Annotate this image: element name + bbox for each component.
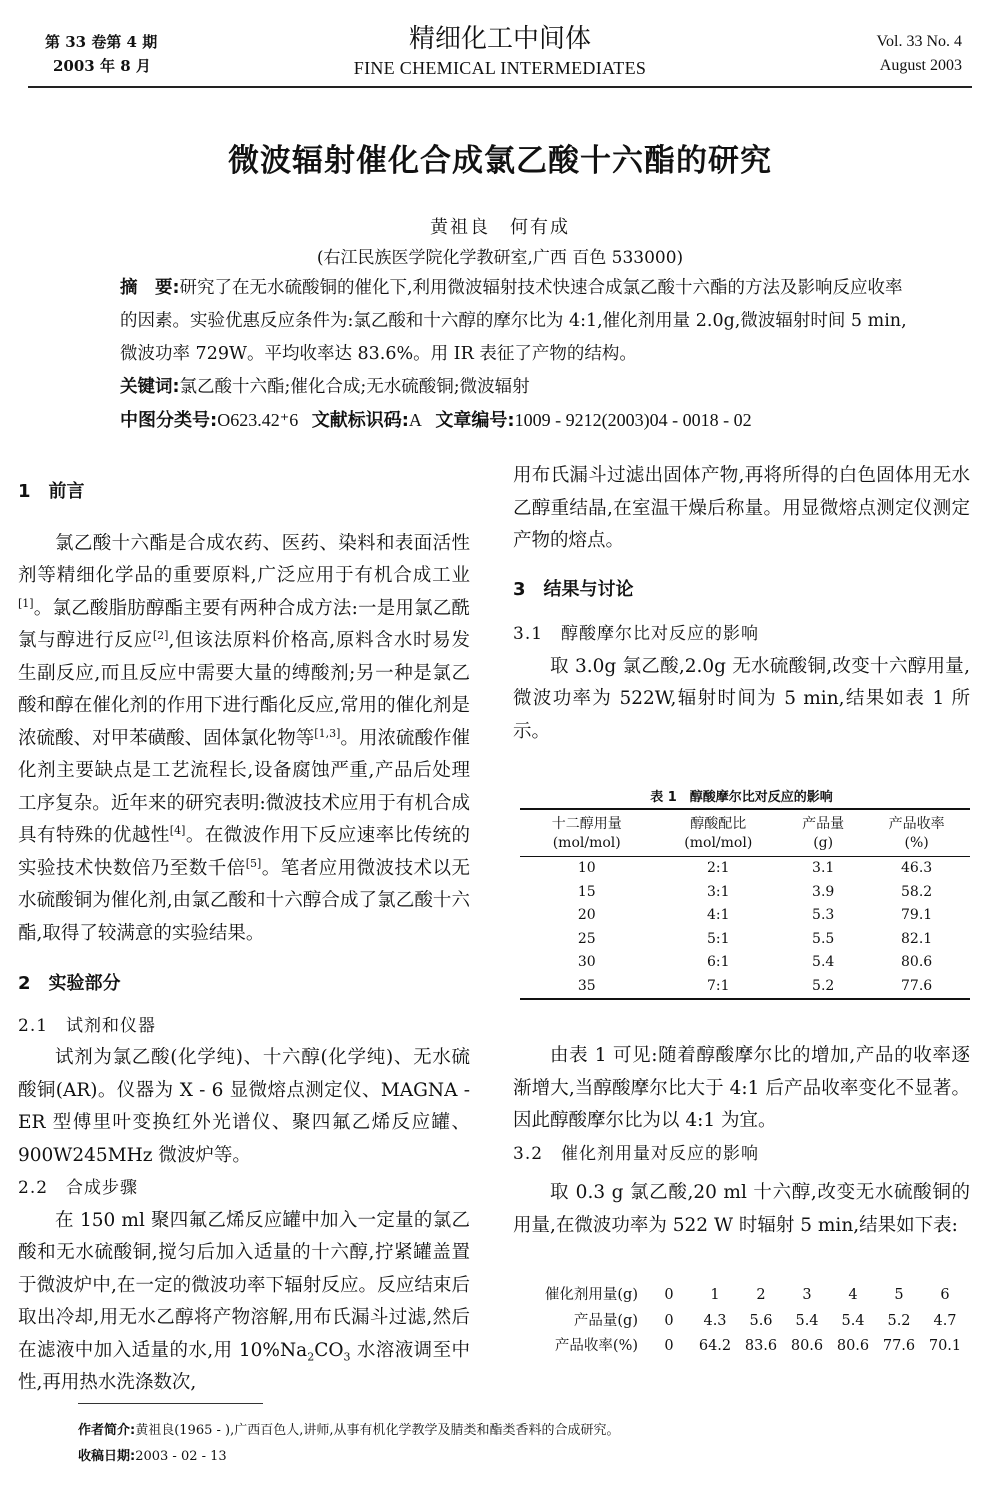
table-cell: 64.2 (698, 1338, 732, 1354)
table-1-header-row (520, 809, 970, 834)
citation-5[interactable]: [5] (245, 856, 262, 870)
table-cell: 4.7 (933, 1312, 957, 1329)
affiliation: (右江民族医学院化学教研室,广西 百色 533000) (316, 248, 684, 268)
intro-text-2: 。氯乙酸脂肪醇酯主要有两种合成方法:一是用氯乙酰氯与醇进行反应 (18, 597, 470, 651)
section-2-1-heading: 2.1 试剂和仪器 (18, 1015, 157, 1036)
table-1-unit: (%) (863, 834, 970, 857)
table-cell: 5.6 (749, 1312, 773, 1329)
doc-code-value: A (408, 410, 422, 430)
row-label: 催化剂用量(g) (544, 1287, 638, 1303)
table-cell: 20 (577, 907, 596, 923)
synthesis-continued: 用布氏漏斗过滤出固体产物,再将所得的白色固体用无水乙醇重结晶,在室温干燥后称量。用显微熔点测定仪测定产物的熔点。 (513, 465, 970, 551)
table-cell: 5.3 (812, 907, 835, 923)
table-1-header: 醇酸配比 (653, 809, 783, 834)
abstract-block (78, 272, 918, 437)
authors: 黄祖良 何有成 (430, 217, 570, 238)
right-column-top (513, 460, 970, 748)
table-cell: 10 (577, 860, 596, 876)
table-2 (528, 1283, 968, 1360)
table-cell: 5:1 (707, 930, 730, 947)
journal-name-cn: 精细化工中间体 (408, 24, 591, 54)
keywords (78, 371, 918, 404)
table-row (528, 1309, 968, 1335)
table-cell: 46.3 (901, 860, 933, 876)
ratio-paragraph: 取 3.0g 氯乙酸,2.0g 无水硫酸铜,改变十六醇用量,微波功率为 522W,辐射时间为 5 min,结果如表 1 所示。 (513, 655, 970, 742)
synthesis-text-1: 在 150 ml 聚四氟乙烯反应罐中加入一定量的氯乙酸和无水硫酸铜,搅匀后加入适量的十六醇,拧紧罐盖置于微波炉中,在一定的微波功率下辐射反应。反应结束后取出冷却,用无水乙醇将产物溶解,用布氏漏斗过滤,然后在滤液中加入适量的水,用 10%Na (18, 1209, 470, 1361)
catalyst-paragraph: 取 0.3 g 氯乙酸,20 ml 十六醇,改变无水硫酸铜的用量,在微波功率为 522 W 时辐射 5 min,结果如下表: (513, 1182, 970, 1236)
abstract-label: 摘 要: (120, 278, 180, 298)
table-cell: 2 (756, 1287, 766, 1303)
table-cell: 80.6 (790, 1338, 824, 1354)
table-cell: 25 (577, 930, 596, 947)
table-1-units-row (520, 834, 970, 857)
footnote (78, 1418, 620, 1470)
abstract-text: 研究了在无水硫酸铜的催化下,利用微波辐射技术快速合成氯乙酸十六酯的方法及影响反应收率的因素。实验优惠反应条件为:氯乙酸和十六醇的摩尔比为 4:1,催化剂用量 2.0g,微波辐射时间 5 min,微波功率 729W。平均收率达 83.6%。用 IR 表征了产物的结构。 (120, 278, 907, 364)
table-cell: 3.9 (812, 883, 835, 900)
citation-1[interactable]: [1] (18, 596, 34, 610)
synthesis-text-2: CO (314, 1339, 344, 1361)
date-cn: 2003 年 8 月 (53, 57, 151, 75)
abstract (78, 272, 918, 371)
journal-issue-en (877, 30, 963, 78)
table-row (528, 1334, 968, 1360)
table-cell: 80.6 (901, 954, 933, 970)
table-cell: 79.1 (901, 907, 933, 923)
section-2-2-heading: 2.2 合成步骤 (18, 1178, 139, 1198)
table-cell: 30 (577, 954, 596, 970)
table-cell: 0 (664, 1287, 674, 1303)
table-row (528, 1283, 968, 1309)
table-cell: 1 (710, 1287, 720, 1303)
table-cell: 4.3 (703, 1312, 727, 1329)
reagents-paragraph: 试剂为氯乙酸(化学纯)、十六醇(化学纯)、无水硫酸铜(AR)。仪器为 X - 6 显微熔点测定仪、MAGNA - ER 型傅里叶变换红外光谱仪、聚四氟乙烯反应罐、900W245MHz 微波炉等。 (18, 1047, 470, 1166)
table-cell: 77.6 (863, 975, 970, 1000)
subscript-3: 3 (343, 1350, 351, 1364)
intro-text-6: 。笔者应用微波技术以无水硫酸铜为催化剂,由氯乙酸和十六醇合成了氯乙酸十六酯,取得了较满意的实验结果。 (18, 857, 470, 944)
received-date-label: 收稿日期: (78, 1449, 136, 1464)
left-column (18, 476, 470, 1400)
table-cell: 5.2 (783, 975, 863, 1000)
author-note-label: 作者简介: (78, 1423, 136, 1438)
section-2-heading: 2 实验部分 (18, 973, 121, 994)
table-cell: 7:1 (653, 975, 783, 1000)
intro-text-4: 。用浓硫酸作催化剂主要缺点是工艺流程长,设备腐蚀严重,产品后处理工序复杂。近年来的研究表明:微波技术应用于有机合成具有特殊的优越性 (18, 727, 470, 846)
table-cell: 15 (577, 883, 596, 900)
table-cell: 70.1 (928, 1338, 962, 1354)
table-cell: 0 (664, 1338, 674, 1354)
section-1-heading: 1 前言 (18, 481, 85, 502)
class-value: O623.42⁺6 (217, 410, 299, 430)
synthesis-paragraph (18, 1205, 470, 1400)
intro-text-3: ,但该法原料价格高,原料含水时易发生副反应,而且反应中需要大量的缚酸剂;另一种是氯乙酸和醇在催化剂的作用下进行酯化反应,常用的催化剂是浓硫酸、对甲苯磺酸、固体氯化物等 (18, 630, 470, 749)
section-3-heading: 3 结果与讨论 (513, 578, 634, 600)
table-cell: 82.1 (901, 930, 933, 947)
received-date (78, 1444, 620, 1470)
table-cell: 5.4 (795, 1312, 819, 1329)
table-1-unit: (mol/mol) (520, 834, 653, 857)
citation-1-3[interactable]: [1,3] (314, 726, 341, 740)
journal-name (0, 22, 1000, 80)
table-cell: 5 (894, 1287, 904, 1303)
table-cell: 58.2 (901, 883, 933, 900)
keywords-text: 氯乙酸十六酯;催化合成;无水硫酸铜;微波辐射 (179, 377, 530, 397)
row-label: 产品量(g) (573, 1312, 638, 1329)
citation-2[interactable]: [2] (152, 628, 169, 642)
header-rule (28, 86, 972, 88)
table-cell: 3.1 (812, 860, 835, 876)
ratio-discussion: 由表 1 可见:随着醇酸摩尔比的增加,产品的收率逐渐增大,当醇酸摩尔比大于 4:1 后产品收率变化不显著。因此醇酸摩尔比为以 4:1 为宜。 (513, 1045, 970, 1131)
journal-name-en: FINE CHEMICAL INTERMEDIATES (353, 58, 647, 78)
table-cell: 3 (802, 1287, 812, 1303)
table-1-unit: (mol/mol) (653, 834, 783, 857)
subscript-2: 2 (307, 1350, 315, 1364)
intro-text-1: 氯乙酸十六酯是合成农药、医药、染料和表面活性剂等精细化学品的重要原料,广泛应用于有机合成工业 (18, 532, 470, 586)
table-1-unit: (g) (783, 834, 863, 857)
table-cell: 83.6 (744, 1338, 778, 1354)
table-row (520, 928, 970, 952)
table-cell: 4 (848, 1287, 858, 1303)
author-note (78, 1418, 620, 1444)
table-cell: 2:1 (707, 860, 730, 876)
right-column-bottom (513, 1040, 970, 1242)
table-cell: 5.2 (887, 1312, 911, 1329)
table-cell: 5.5 (812, 930, 835, 947)
row-label: 产品收率(%) (554, 1338, 638, 1354)
table-1-header: 产品量 (783, 809, 863, 834)
table-cell: 80.6 (836, 1338, 870, 1354)
footnote-rule (78, 1403, 263, 1404)
citation-4[interactable]: [4] (169, 823, 186, 837)
intro-text-5: 。在微波作用下反应速率比传统的实验技术快数倍乃至数千倍 (18, 825, 470, 879)
table-cell: 5.4 (812, 954, 835, 970)
table-1-caption: 表 1 醇酸摩尔比对反应的影响 (650, 790, 833, 805)
table-cell: 3:1 (707, 883, 730, 900)
class-label: 中图分类号: (120, 410, 218, 431)
volume-en: Vol. 33 No. 4 (876, 33, 962, 50)
table-row (520, 904, 970, 928)
table-cell: 35 (520, 975, 653, 1000)
intro-paragraph (18, 528, 470, 951)
section-3-2-heading: 3.2 催化剂用量对反应的影响 (513, 1143, 760, 1164)
table-cell: 4:1 (707, 907, 730, 923)
table-cell: 5.4 (841, 1312, 865, 1329)
table-cell: 6:1 (707, 954, 730, 970)
table-row (520, 881, 970, 905)
paper-title: 微波辐射催化合成氯乙酸十六酯的研究 (228, 143, 772, 179)
table-row (520, 857, 970, 881)
table-cell: 0 (664, 1312, 674, 1329)
table-1-header: 十二醇用量 (520, 809, 653, 834)
synthesis-text-3: 水溶液调至中性,再用热水洗涤数次, (18, 1339, 470, 1393)
table-cell: 77.6 (882, 1338, 916, 1354)
table-1 (520, 808, 970, 1000)
date-en: August 2003 (879, 57, 962, 74)
author-note-text: 黄祖良(1965 - ),广西百色人,讲师,从事有机化学教学及腈类和酯类香料的合成研究。 (135, 1423, 620, 1438)
received-date-value: 2003 - 02 - 13 (135, 1449, 227, 1464)
volume-cn: 第 33 卷第 4 期 (45, 33, 158, 51)
doc-code-label: 文献标识码: (311, 410, 409, 431)
table-cell: 6 (940, 1287, 950, 1303)
section-3-1-heading: 3.1 醇酸摩尔比对反应的影响 (513, 624, 760, 644)
table-row (520, 975, 970, 1000)
article-no-label: 文章编号: (435, 410, 515, 431)
classification (78, 404, 918, 437)
keywords-label: 关键词: (120, 377, 180, 397)
table-1-header: 产品收率 (863, 809, 970, 834)
table-row (520, 951, 970, 975)
article-no-value: 1009 - 9212(2003)04 - 0018 - 02 (514, 410, 752, 430)
